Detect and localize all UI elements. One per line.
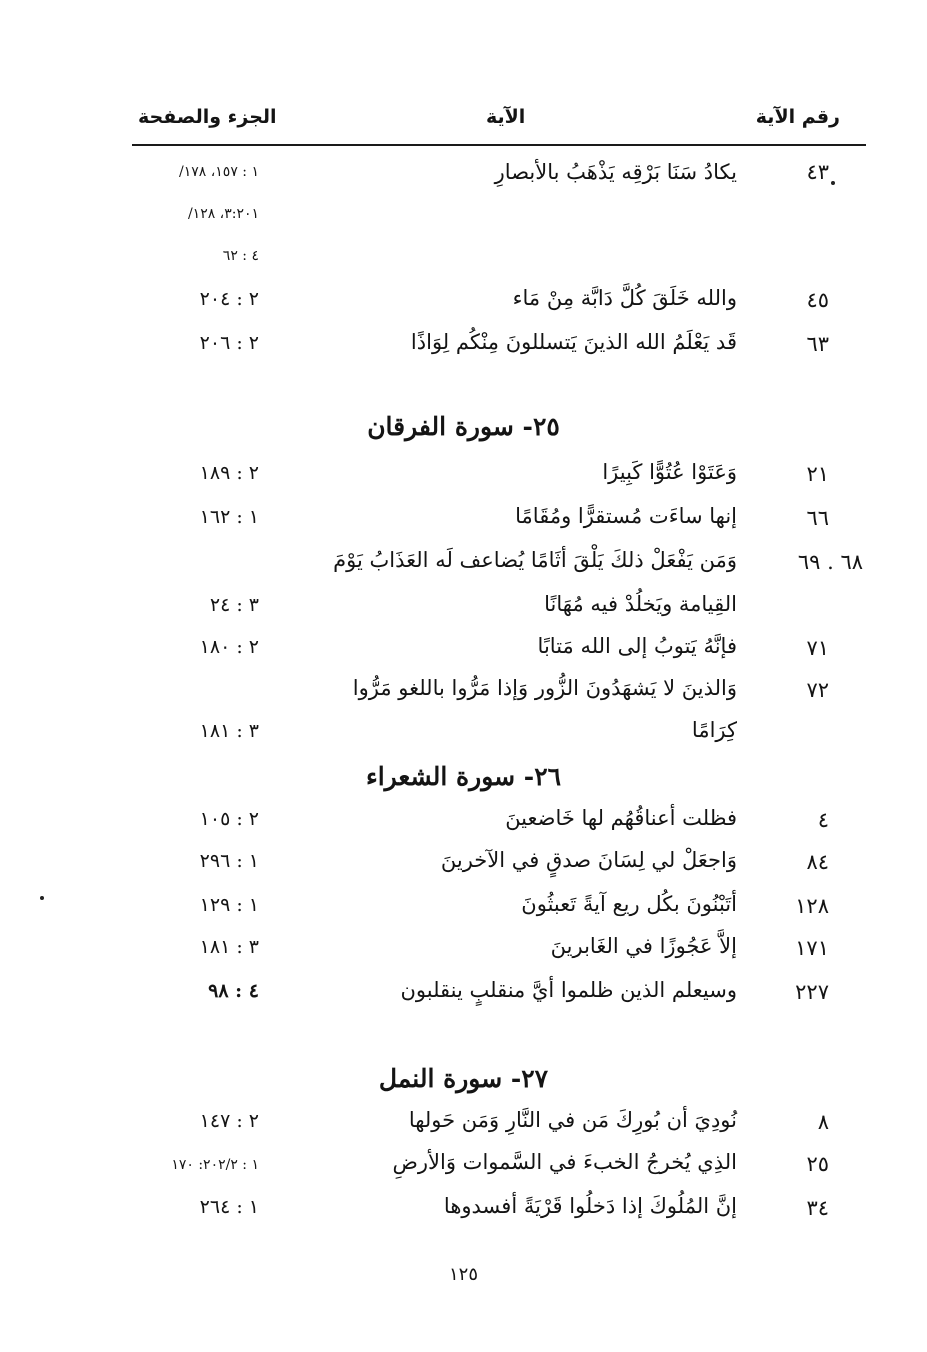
verse-number: ٤٣ bbox=[806, 160, 829, 184]
verse-text: والله خَلَقَ كُلَّ دَابَّة مِنْ مَاء bbox=[512, 286, 737, 310]
part-page-ref: ٢ : ١٠٥ bbox=[199, 808, 259, 830]
verse-text: وسيعلم الذين ظلموا أيَّ منقلبٍ ينقلبون bbox=[400, 978, 737, 1002]
verse-number: ٤ bbox=[817, 808, 829, 832]
part-page-ref: ٢ : ١٨٠ bbox=[199, 636, 259, 658]
surah-heading: ٢٥- سورة الفرقان bbox=[367, 412, 560, 441]
part-page-ref: ٤ : ٦٢ bbox=[222, 248, 259, 264]
header-part-page: الجزء والصفحة bbox=[138, 106, 277, 128]
verse-number: ٢١ bbox=[806, 462, 829, 486]
verse-number: ٨٤ bbox=[806, 850, 829, 874]
part-page-ref: ٣ : ٢٤ bbox=[209, 594, 259, 616]
verse-text: وَالذينَ لا يَشهَدُونَ الزُّور وَإذا مَرُّوا باللغو مَرُّوا bbox=[352, 676, 737, 700]
verse-number: ١٢٨ bbox=[795, 894, 829, 918]
verse-text: وَاجعَلْ لي لِسَانَ صدقٍ في الآخرينَ bbox=[440, 848, 737, 872]
verse-number: ٧٢ bbox=[806, 678, 829, 702]
scan-speck bbox=[831, 181, 835, 185]
verse-text: قَد يَعْلَمُ الله الذينَ يَتسللونَ مِنْكُم لِوَاذًا bbox=[410, 330, 737, 354]
verse-text: إنها ساءَت مُستقرًّا ومُقَامًا bbox=[515, 504, 737, 528]
verse-text: نُودِيَ أن بُورِكَ مَن في النَّارِ وَمَن حَولها bbox=[408, 1108, 737, 1132]
verse-number: ٣٤ bbox=[806, 1196, 829, 1220]
verse-number: ٤٥ bbox=[806, 288, 829, 312]
part-page-ref: ١ : ١٦٢ bbox=[199, 506, 259, 528]
part-page-ref: ١ : ١٥٧، ١٧٨/ bbox=[179, 164, 259, 180]
part-page-ref: ٣ : ١٨١ bbox=[199, 936, 259, 958]
part-page-ref: ٢ : ١٨٩ bbox=[199, 462, 259, 484]
verse-text: القِيامة ويَخلُدْ فيه مُهَانًا bbox=[544, 592, 737, 616]
part-page-ref: ٢ : ١٤٧ bbox=[199, 1110, 259, 1132]
verse-text: وَمَن يَفْعَلْ ذلكَ يَلْقَ أثَامًا يُضاعف لَه العَذَابُ يَوْمَ bbox=[333, 548, 737, 572]
part-page-ref: ٣:٢٠١، ١٢٨/ bbox=[187, 206, 259, 222]
part-page-ref: ٤ : ٩٨ bbox=[208, 980, 259, 1002]
verse-text: وَعَتَوْا عُتُوًّا كَبِيرًا bbox=[602, 460, 737, 484]
part-page-ref: ١ : ٢٠٢/٢: ١٧٠ bbox=[171, 1157, 259, 1173]
scan-speck bbox=[40, 896, 44, 900]
header-verse: الآية bbox=[486, 106, 526, 128]
verse-text: فإنَّهُ يَتوبُ إلى الله مَتابًا bbox=[537, 634, 737, 658]
verse-text: يكادُ سَنَا بَرْقِه يَذْهَبُ بالأبصارِ bbox=[494, 160, 737, 184]
verse-text: كِرَامًا bbox=[691, 718, 737, 742]
verse-text: الذِي يُخرجُ الخبءَ في السَّموات وَالأرضِ bbox=[392, 1150, 737, 1174]
verse-number: ٦٣ bbox=[806, 332, 829, 356]
verse-number: ٢٢٧ bbox=[795, 980, 829, 1004]
verse-number: ٢٥ bbox=[806, 1152, 829, 1176]
part-page-ref: ١ : ٢٦٤ bbox=[199, 1196, 259, 1218]
surah-heading: ٢٦- سورة الشعراء bbox=[365, 762, 562, 791]
verse-number: ١٧١ bbox=[795, 936, 829, 960]
verse-text: إنَّ المُلُوكَ إذا دَخلُوا قَرْيَةً أفسدوها bbox=[443, 1194, 737, 1218]
verse-number: ٧١ bbox=[806, 636, 829, 660]
part-page-ref: ١ : ٢٩٦ bbox=[199, 850, 259, 872]
verse-text: إلاَّ عَجُوزًا في الغَابرينَ bbox=[550, 934, 737, 958]
part-page-ref: ٣ : ١٨١ bbox=[199, 720, 259, 742]
verse-number: ٦٦ bbox=[806, 506, 829, 530]
part-page-ref: ١ : ١٢٩ bbox=[199, 894, 259, 916]
verse-text: أتَبْنُونَ بكُل ريع آيةً تَعبثُونَ bbox=[521, 892, 737, 916]
part-page-ref: ٢ : ٢٠٦ bbox=[199, 332, 259, 354]
verse-number: ٨ bbox=[817, 1110, 829, 1134]
surah-heading: ٢٧- سورة النمل bbox=[378, 1064, 549, 1093]
page-number: ١٢٥ bbox=[448, 1264, 478, 1285]
header-rule bbox=[132, 144, 866, 146]
header-verse-number: رقم الآية bbox=[755, 106, 840, 128]
part-page-ref: ٢ : ٢٠٤ bbox=[199, 288, 259, 310]
verse-number: ٦٨ . ٦٩ bbox=[797, 550, 863, 574]
verse-text: فظلت أعناقُهُم لها خَاضعينَ bbox=[505, 806, 737, 830]
